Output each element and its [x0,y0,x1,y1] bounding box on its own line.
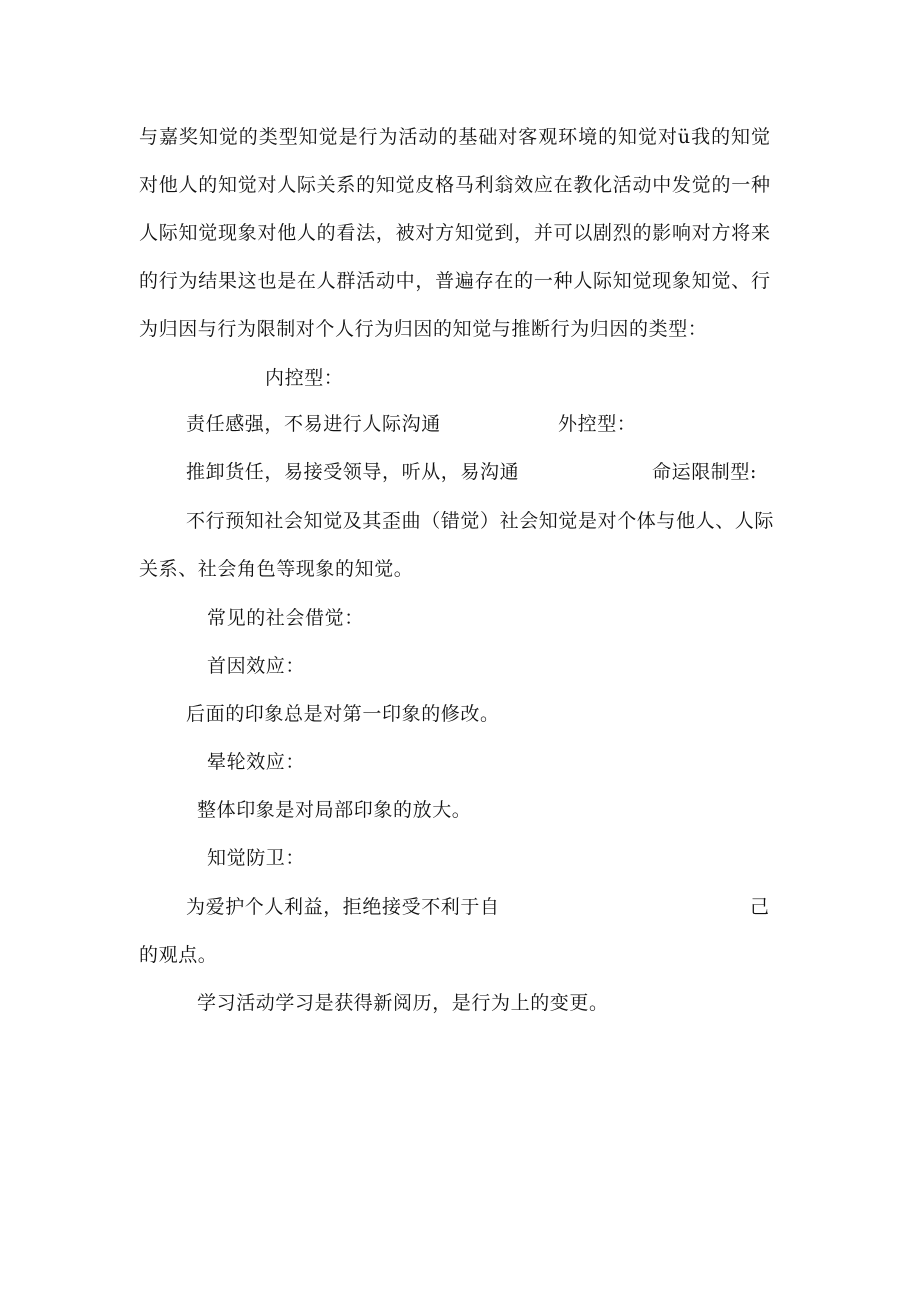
perceptual-defense-desc: 为爱护个人利益，拒绝接受不利于自 [186,896,500,918]
halo-effect-desc: 整体印象是对局部印象的放大。 [197,799,472,821]
social-perception-line-1: 不行预知社会知觉及其歪曲（错觉）社会知觉是对个体与他人、人际 [186,510,775,532]
external-control-desc: 推卸货任，易接受领导，听从，易沟通 [186,461,520,483]
external-control-label: 外控型： [558,413,637,435]
internal-control-label: 内控型： [265,367,344,389]
common-errors-heading: 常见的社会借觉： [207,607,364,629]
learning-activity-text: 学习活动学习是获得新阅历，是行为上的变更。 [197,992,609,1014]
paragraph-line-5: 为归因与行为限制对个人行为归因的知觉与推断行为归因的类型： [139,318,708,340]
perceptual-defense-desc-cont: 的观点。 [139,944,218,966]
perceptual-defense-desc-end: 己 [750,896,770,918]
halo-effect-label: 晕轮效应： [207,751,306,773]
fate-control-label: 命运限制型: [652,461,758,483]
primacy-effect-label: 首因效应： [207,655,306,677]
primacy-effect-desc: 后面的印象总是对第一印象的修改。 [186,703,500,725]
paragraph-line-1: 与嘉奖知觉的类型知觉是行为活动的基础对客观环境的知觉对ü我的知觉 [139,126,770,148]
social-perception-line-2: 关系、社会角色等现象的知觉。 [139,558,414,580]
paragraph-line-2: 对他人的知觉对人际关系的知觉皮格马利翁效应在教化活动中发觉的一种 [139,174,770,196]
paragraph-line-3: 人际知觉现象对他人的看法，被对方知觉到，并可以剧烈的影响对方将来 [139,222,770,244]
perceptual-defense-label: 知觉防卫： [207,847,306,869]
paragraph-line-4: 的行为结果这也是在人群活动中，普遍存在的一种人际知觉现象知觉、行 [139,270,770,292]
internal-control-desc: 责任感强，不易进行人际沟通 [186,413,441,435]
